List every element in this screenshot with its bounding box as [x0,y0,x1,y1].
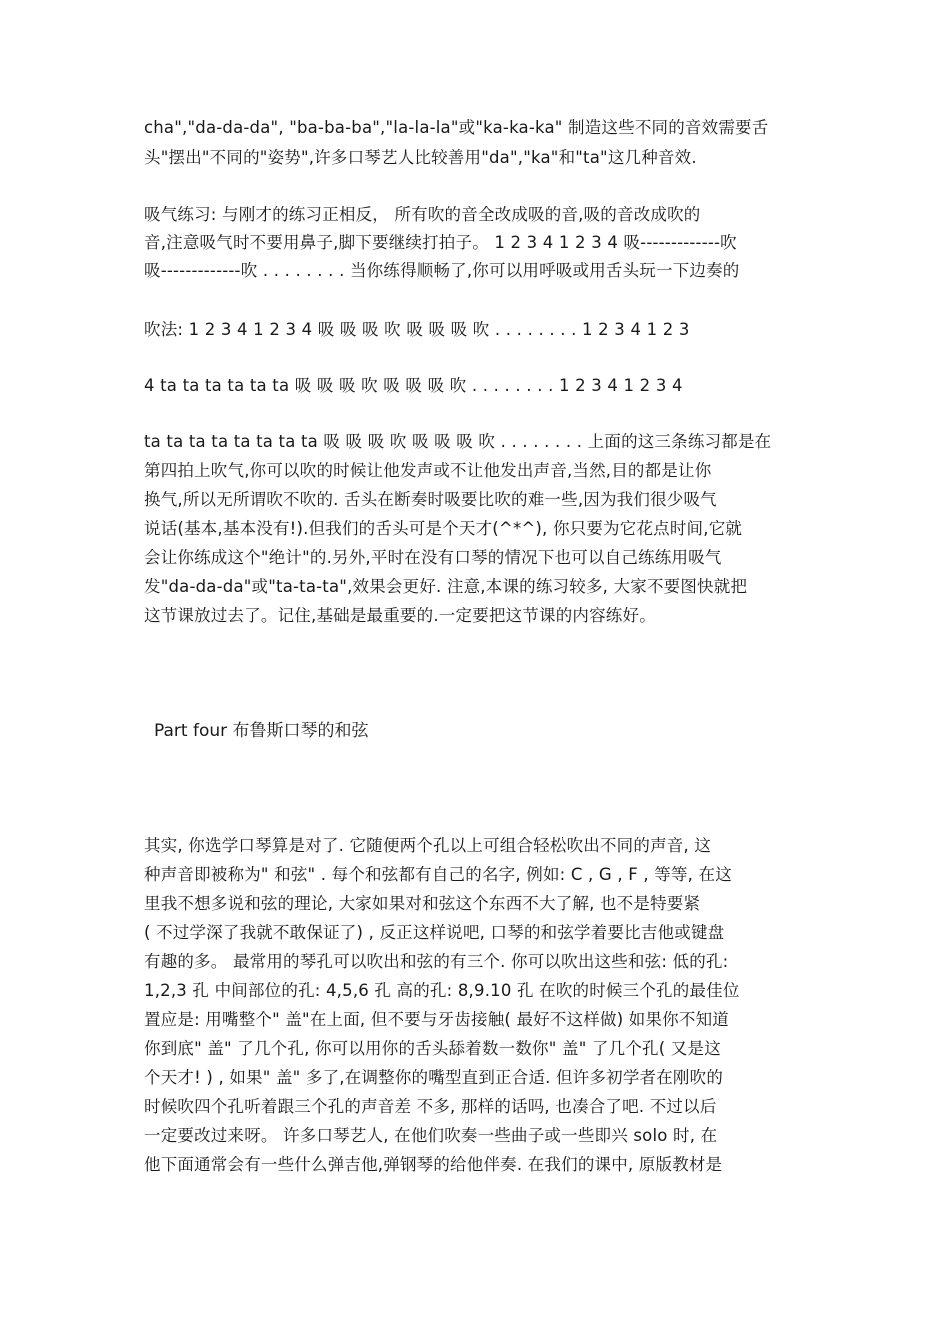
text-line: 这节课放过去了。记住,基础是最重要的.一定要把这节课的内容练好。 [144,606,656,625]
text-line: 发"da-da-da"或"ta-ta-ta",效果会更好. 注意,本课的练习较多, 大家不要图快就把 [144,577,748,596]
text-line: ( 不过学深了我就不敢保证了) , 反正这样说吧, 口琴的和弦学着要比吉他或键盘 [144,923,725,942]
text-line: 置应是: 用嘴整个" 盖"在上面, 但不要与牙齿接触( 最好不这样做) 如果你不知道 [144,1010,729,1029]
text-line: ta ta ta ta ta ta ta ta 吸 吸 吸 吹 吸 吸 吸 吹 . . . . . . . . 上面的这三条练习都是在 [144,432,772,451]
text-line: 换气,所以无所谓吹不吹的. 舌头在断奏时吸要比吹的难一些,因为我们很少吸气 [144,490,717,509]
text-line: 时候吹四个孔听着跟三个孔的声音差 不多, 那样的话吗, 也凑合了吧. 不过以后 [144,1097,717,1116]
text-line: 有趣的多。 最常用的琴孔可以吹出和弦的有三个. 你可以吹出这些和弦: 低的孔: [144,952,729,971]
text-line: cha","da-da-da", "ba-ba-ba","la-la-la"或"ka-ka-ka" 制造这些不同的音效需要舌 [144,118,769,137]
text-line: 你到底" 盖" 了几个孔, 你可以用你的舌头舔着数一数你" 盖" 了几个孔( 又是这 [144,1039,721,1058]
text-line: 吸-------------吹 . . . . . . . . 当你练得顺畅了,你可以用呼吸或用舌头玩一下边奏的 [144,261,740,280]
text-line: 他下面通常会有一些什么弹吉他,弹钢琴的给他伴奏. 在我们的课中, 原版教材是 [144,1155,723,1174]
text-line: 说话(基本,基本没有!).但我们的舌头可是个天才(^*^), 你只要为它花点时间,它就 [144,519,743,538]
text-line: 吹法: 1 2 3 4 1 2 3 4 吸 吸 吸 吹 吸 吸 吸 吹 . . . . . . . . 1 2 3 4 1 2 3 [144,320,690,339]
text-line: 会让你练成这个"绝计"的.另外,平时在没有口琴的情况下也可以自己练练用吸气 [144,548,722,567]
text-line: 头"摆出"不同的"姿势",许多口琴艺人比较善用"da","ka"和"ta"这几种音效. [144,148,697,167]
text-line: 一定要改过来呀。 许多口琴艺人, 在他们吹奏一些曲子或一些即兴 solo 时, 在 [144,1126,718,1145]
text-line: 音,注意吸气时不要用鼻子,脚下要继续打拍子。 1 2 3 4 1 2 3 4 吸-------------吹 [144,233,737,252]
section-heading: Part four 布鲁斯口琴的和弦 [154,721,369,741]
text-line: 种声音即被称为" 和弦" . 每个和弦都有自己的名字, 例如: C , G , F , 等等, 在这 [144,865,732,884]
text-line: 吸气练习: 与刚才的练习正相反， 所有吹的音全改成吸的音,吸的音改成吹的 [144,205,701,224]
text-line: 里我不想多说和弦的理论, 大家如果对和弦这个东西不大了解, 也不是特要紧 [144,894,701,913]
text-line: 个天才! ) , 如果" 盖" 多了,在调整你的嘴型直到正合适. 但许多初学者在刚吹的 [144,1068,724,1087]
text-line: 4 ta ta ta ta ta ta 吸 吸 吸 吹 吸 吸 吸 吹 . . . . . . . . 1 2 3 4 1 2 3 4 [144,376,683,395]
text-line: 其实, 你选学口琴算是对了. 它随便两个孔以上可组合轻松吹出不同的声音, 这 [144,836,712,855]
text-line: 第四拍上吹气,你可以吹的时候让他发声或不让他发出声音,当然,目的都是让你 [144,461,712,480]
text-line: 1,2,3 孔 中间部位的孔: 4,5,6 孔 高的孔: 8,9.10 孔 在吹的时候三个孔的最佳位 [144,981,740,1000]
